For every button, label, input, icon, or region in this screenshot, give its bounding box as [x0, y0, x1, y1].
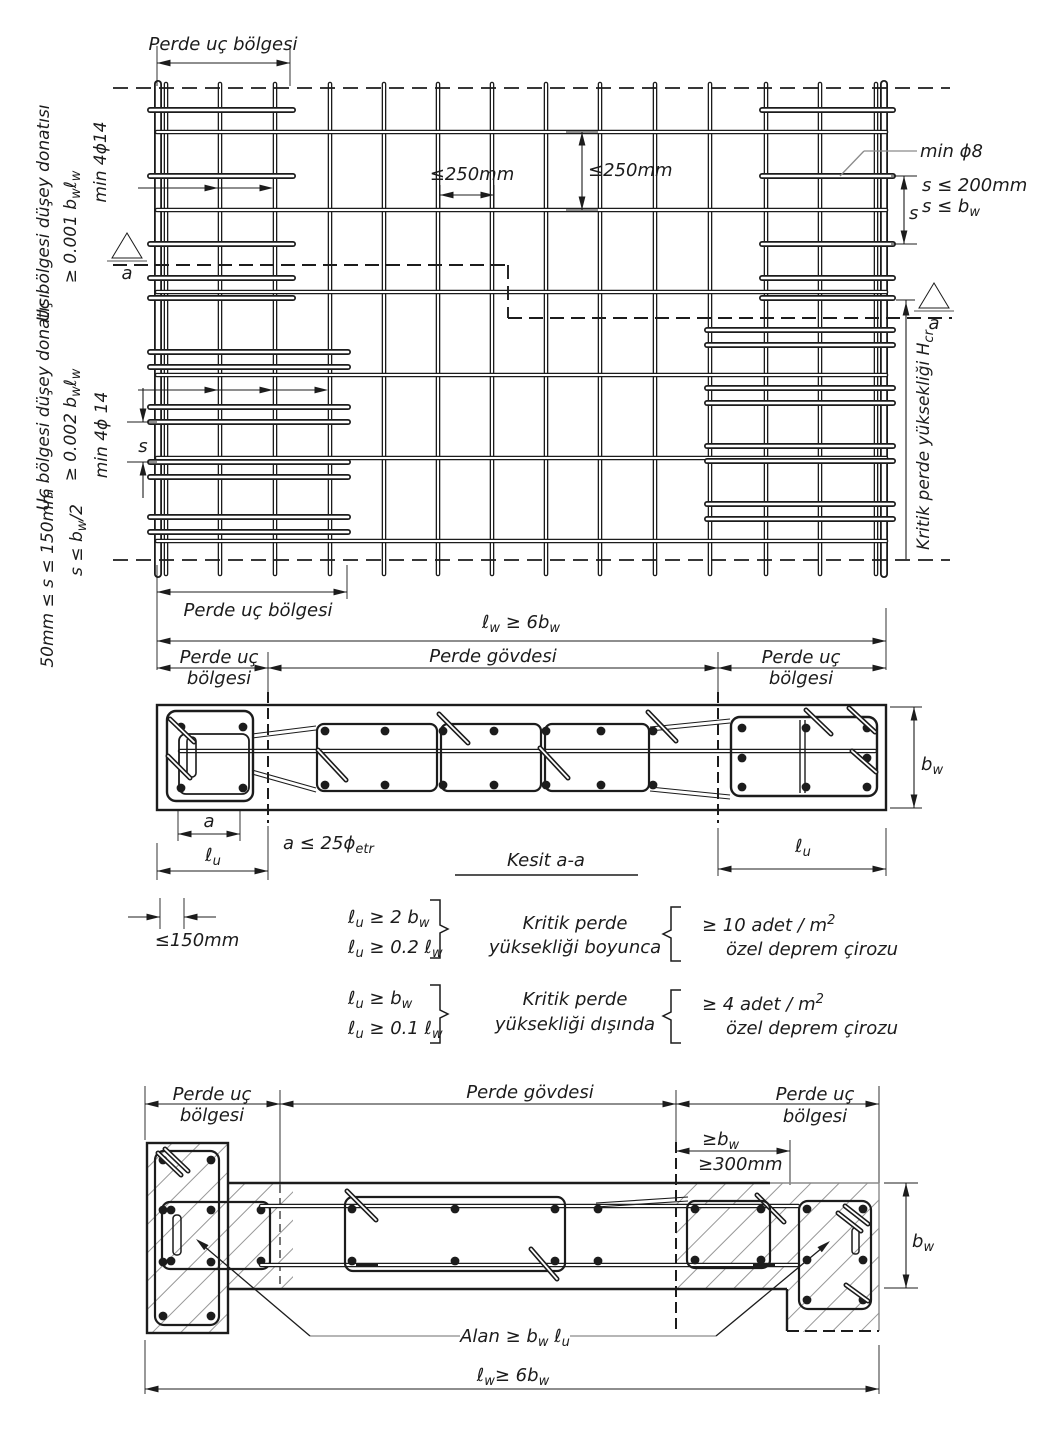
zone-right-1: Perde uç — [761, 647, 841, 668]
cond2-line1: Kritik perde — [522, 989, 628, 1010]
label-critical-wall-height: Kritik perde yüksekliği $H_{cr}$ — [914, 330, 937, 550]
label-s-bw2: $s \le b_w/2$ — [67, 504, 90, 576]
section-mark-a-right: a — [928, 313, 940, 334]
cond1-line1: Kritik perde — [522, 913, 628, 934]
cond1-line2: yüksekliği boyunca — [488, 937, 662, 958]
label-min4phi14-bottom: min 4ϕ 14 — [92, 391, 112, 479]
req2-line2: özel deprem çirozu — [726, 1018, 899, 1039]
dim-150mm: ≤150mm — [154, 930, 240, 951]
zone-right-2: bölgesi — [768, 668, 834, 689]
dim-lu-left: ℓ$_u$ — [205, 845, 221, 869]
label-bottom-end-zone: Perde uç bölgesi — [183, 600, 333, 621]
req2-line1: ≥ 4 adet / $m^2$ — [702, 992, 824, 1015]
dim-a: a — [203, 811, 215, 832]
section-title-kesit-aa: Kesit a-a — [507, 850, 585, 871]
label-spacing-range: 50mm ≤ s ≤ 150mm — [38, 488, 58, 668]
formula-lu-2bw: ℓ$_u$ ≥ 2 $b_w$ — [348, 907, 430, 931]
label-s-200mm: s ≤ 200mm — [922, 175, 1028, 196]
label-ratio-0001: ≥ 0.001 $b_w\ell_w$ — [61, 170, 84, 284]
dim-ge-300mm: ≥300mm — [698, 1154, 783, 1175]
label-alan-bw-lu: Alan ≥ $b_w$ ℓ$_u$ — [460, 1326, 570, 1350]
dim-250mm-vertical: ≤250mm — [588, 160, 673, 181]
dim-ge-bw: $\ge b_w$ — [702, 1129, 740, 1153]
label-s-bw: $s \le b_w$ — [922, 196, 980, 220]
dim-bw-bottom: $b_w$ — [912, 1231, 935, 1255]
b-zone-right-1: Perde uç — [775, 1084, 855, 1105]
label-top-end-zone: Perde uç bölgesi — [148, 34, 298, 55]
dim-s-left: s — [138, 436, 148, 457]
label-endzone-vert-rebar-2: Uç bölgesi düşey donatısı — [34, 293, 54, 511]
req1-line2: özel deprem çirozu — [726, 939, 899, 960]
formula-lu-01lw: ℓ$_u$ ≥ 0.1 ℓ$_w$ — [348, 1018, 443, 1042]
req1-line1: ≥ 10 adet / $m^2$ — [702, 913, 836, 936]
zone-left-1: Perde uç — [179, 647, 259, 668]
zone-left-2: bölgesi — [186, 668, 252, 689]
label-a-25phietr: $a \le 25\phi_{etr}$ — [283, 833, 374, 857]
cond2-line2: yüksekliği dışında — [494, 1014, 656, 1035]
label-ratio-0002: ≥ 0.002 $b_w\ell_w$ — [61, 368, 84, 482]
formula-lu-bw: ℓ$_u$ ≥ $b_w$ — [348, 988, 413, 1012]
dim-lu-right: ℓ$_u$ — [795, 836, 811, 860]
generated-geometry — [107, 46, 954, 1394]
dim-lw-6bw: ℓ$_w$ ≥ $6b_w$ — [481, 612, 561, 636]
label-min4phi14-top: min 4ϕ14 — [91, 121, 111, 203]
label-min-phi8: min ϕ8 — [920, 141, 983, 162]
zone-middle: Perde gövdesi — [429, 646, 557, 667]
section-mark-a-left: a — [121, 263, 133, 284]
dim-lw-6bw-bottom: ℓ$_w$≥ $6b_w$ — [476, 1365, 550, 1389]
b-zone-left-2: bölgesi — [179, 1105, 245, 1126]
formula-lu-02lw: ℓ$_u$ ≥ 0.2 ℓ$_w$ — [348, 937, 443, 961]
dim-s-right: s — [909, 203, 919, 224]
b-zone-middle: Perde gövdesi — [466, 1082, 594, 1103]
dim-bw-right: $b_w$ — [921, 754, 944, 778]
label-endzone-vert-rebar-1: Uç bölgesi düşey donatısı — [34, 104, 54, 322]
dim-250mm-horizontal: ≤250mm — [429, 164, 515, 185]
b-zone-left-1: Perde uç — [172, 1084, 252, 1105]
b-zone-right-2: bölgesi — [782, 1106, 848, 1127]
